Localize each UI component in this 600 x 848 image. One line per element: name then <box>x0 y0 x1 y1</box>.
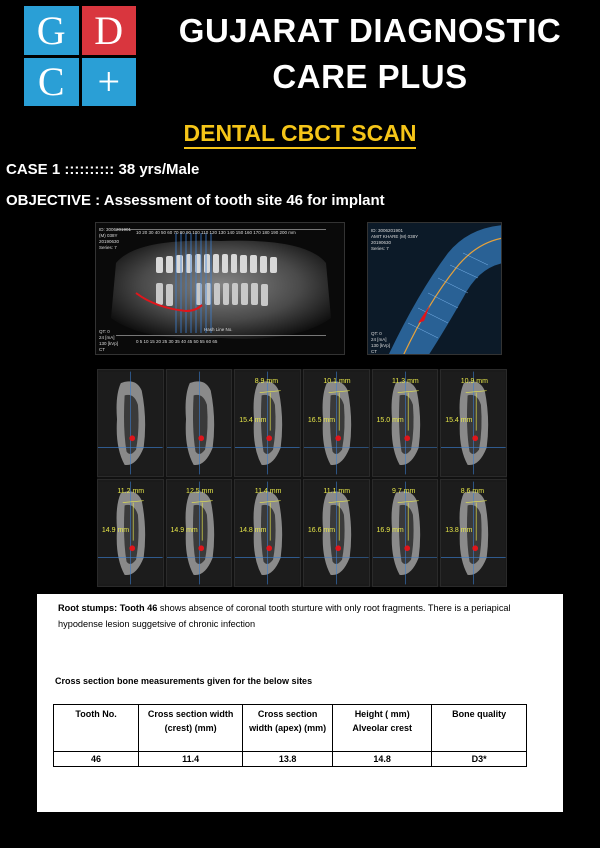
table-row <box>54 752 527 767</box>
cross-section-tile <box>372 479 439 587</box>
cross-section-grid <box>97 369 507 587</box>
header-bone-quality: Bone quality <box>432 705 527 752</box>
brand-name-line-1: GUJARAT DIAGNOSTIC <box>178 12 562 49</box>
measurement-label-crest: 12.5 mm <box>186 488 214 496</box>
measurement-label-height: 16.9 mm <box>376 526 404 534</box>
svg-text:10 20 30 40 50 60: 10 20 30 40 50 60 70 80 90 100 110 120 130 140 150 160 170 180 190 200 mm <box>136 230 296 235</box>
cross-section-tile <box>372 369 439 477</box>
svg-text:Hash Line No.: Hash Line No. <box>204 327 233 332</box>
measurement-label-crest: 10.1 mm <box>323 378 351 386</box>
cross-section-tile <box>166 479 233 587</box>
measurement-label-height: 14.9 mm <box>101 526 130 534</box>
svg-text:ID: 3006201901: ID: 3006201901 <box>99 227 132 232</box>
measurement-label-crest: 11.1 mm <box>323 488 351 496</box>
svg-text:130 [kVp]: 130 [kVp] <box>99 341 119 346</box>
cross-section-tile <box>440 479 507 587</box>
cross-section-tile <box>166 369 233 477</box>
logo-plus: + <box>82 58 137 107</box>
svg-text:20190630: 20190630 <box>99 239 120 244</box>
logo <box>24 6 136 106</box>
svg-text:Series: 7: Series: 7 <box>99 245 117 250</box>
measurement-label-crest: 10.9 mm <box>460 378 488 386</box>
measurement-label-height: 14.9 mm <box>170 526 198 534</box>
cell-bone-quality: D3* <box>432 752 527 767</box>
logo-letter-c: C <box>24 58 79 107</box>
svg-text:130 [kVp]: 130 [kVp] <box>371 343 391 348</box>
scan-title-text: DENTAL CBCT SCAN <box>184 120 417 149</box>
measurement-label-height: 16.6 mm <box>307 526 336 534</box>
logo-letter-g: G <box>24 6 79 55</box>
findings-label: Root stumps: Tooth 46 <box>58 603 158 613</box>
header-tooth-no: Tooth No. <box>54 705 139 752</box>
measurement-label-height: 13.8 mm <box>445 526 473 534</box>
cross-section-drawing <box>167 370 232 476</box>
case-line: CASE 1 :::::::::: 38 yrs/Male <box>6 161 200 178</box>
measurement-label-height: 15.0 mm <box>376 416 404 424</box>
cross-section-tile <box>440 369 507 477</box>
svg-text:ID: 3006201901: ID: 3006201901 <box>371 228 404 233</box>
cross-section-tile <box>234 369 301 477</box>
findings-text <box>58 600 548 632</box>
axial-drawing <box>368 223 502 355</box>
svg-text:QT: 0: QT: 0 <box>99 329 110 334</box>
measurement-label-crest: 11.3 mm <box>392 378 419 386</box>
cross-section-tile <box>97 479 164 587</box>
svg-text:20190630: 20190630 <box>371 240 392 245</box>
cell-height: 14.8 <box>333 752 432 767</box>
measurements-caption: Cross section bone measurements given for the below sites <box>55 676 313 686</box>
measurement-label-height: 15.4 mm <box>445 416 473 424</box>
objective-line: OBJECTIVE : Assessment of tooth site 46 for implant <box>6 192 385 209</box>
cross-section-tile <box>234 479 301 587</box>
cross-section-tile <box>97 369 164 477</box>
measurement-label-crest: 11.4 mm <box>254 488 282 496</box>
svg-text:CT: CT <box>371 349 377 354</box>
panoramic-image <box>95 222 345 355</box>
svg-text:CT: CT <box>99 347 105 352</box>
brand-name-line-2: CARE PLUS <box>272 58 468 95</box>
report-box <box>37 594 563 812</box>
table-header-row <box>54 705 527 752</box>
cross-section-drawing <box>98 370 163 476</box>
header-height: Height ( mm) Alveolar crest <box>333 705 432 752</box>
cell-tooth-no: 46 <box>54 752 139 767</box>
svg-text:24 [mA]: 24 [mA] <box>99 335 115 340</box>
logo-letter-d: D <box>82 6 137 55</box>
svg-text:Series: 7: Series: 7 <box>371 246 389 251</box>
svg-text:QT: 0: QT: 0 <box>371 331 382 336</box>
measurement-label-height: 16.5 mm <box>307 416 336 424</box>
findings-body: shows absence of coronal tooth sturture with only root fragments. There is a periapical hypodense lesion suggetsive of chronic infection <box>58 603 511 629</box>
header-width-apex: Cross section width (apex) (mm) <box>243 705 333 752</box>
cross-section-tile <box>303 479 370 587</box>
svg-text:AMIT KHARE (M) 038Y: AMIT KHARE (M) 038Y <box>371 234 419 239</box>
measurements-table <box>53 704 527 767</box>
header-width-crest: Cross section width (crest) (mm) <box>139 705 243 752</box>
measurement-label-crest: 9.7 mm <box>392 488 416 496</box>
measurement-label-height: 15.4 mm <box>239 416 267 424</box>
svg-text:(M) 038Y: (M) 038Y <box>99 233 118 238</box>
measurement-label-height: 14.8 mm <box>239 526 267 534</box>
svg-text:0 5 10 15 20 25 3: 0 5 10 15 20 25 30 35 40 45 50 55 60 65 <box>136 339 218 344</box>
cross-section-tile <box>303 369 370 477</box>
axial-image <box>367 222 502 355</box>
cell-width-apex: 13.8 <box>243 752 333 767</box>
measurement-label-crest: 8.6 mm <box>460 488 485 496</box>
scan-title <box>0 120 600 147</box>
svg-text:24 [mA]: 24 [mA] <box>371 337 387 342</box>
cell-width-crest: 11.4 <box>139 752 243 767</box>
measurement-label-crest: 8.9 mm <box>254 378 279 386</box>
panoramic-drawing <box>96 223 345 355</box>
measurement-label-crest: 11.2 mm <box>117 488 145 496</box>
